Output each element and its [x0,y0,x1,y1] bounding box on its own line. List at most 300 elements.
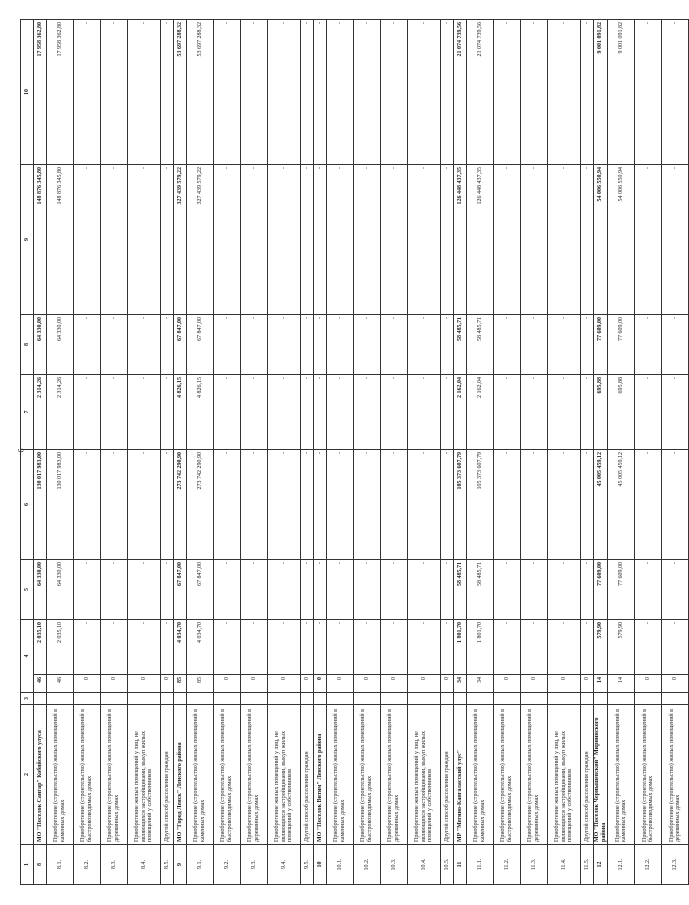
table-cell: 0 [441,675,454,693]
table-cell: 11.5. [581,845,594,885]
table-cell [494,693,521,705]
row-label-cell: Приобретение жилых помещений у лиц, не являющихся застройщиками, выкуп жилых помещений у собственников [128,705,161,845]
table-cell: 58 485,71 [454,560,467,620]
table-cell: - [214,620,241,675]
table-row [161,20,174,885]
table-cell: 9 001 091,82 [608,20,635,165]
table-cell: - [327,165,354,315]
row-label-cell: Приобретение (строительство) жилых помещений в деревянных домах [662,705,689,845]
table-cell: - [521,620,548,675]
table-cell [47,693,74,705]
table-cell: 273 742 290,90 [174,450,187,560]
table-cell: 17 958 362,80 [47,20,74,165]
section-row [174,20,187,885]
table-cell: 85 [187,675,214,693]
table-cell [521,693,548,705]
table-cell: - [381,620,408,675]
table-cell: - [408,315,441,375]
table-cell: - [662,375,689,450]
table-cell [101,693,128,705]
table-cell: - [662,315,689,375]
table-cell: 8.2. [74,845,101,885]
table-cell: 46 [47,675,74,693]
table-cell: - [581,165,594,315]
table-cell: 45 005 459,12 [608,450,635,560]
table-cell: - [214,560,241,620]
row-label-cell: Приобретение (строительство) жилых помещений в быстровозводимых домах [635,705,662,845]
table-cell: 10.4. [408,845,441,885]
table-cell: 148 876 345,80 [47,165,74,315]
table-cell [174,693,187,705]
row-label-cell: Приобретение (строительство) жилых помещений в быстровозводимых домах [354,705,381,845]
table-cell: - [314,375,327,450]
table-cell: 0 [101,675,128,693]
table-row [381,20,408,885]
table-cell: - [74,560,101,620]
row-label-cell: МО "Город Ленск" Ленского района [174,705,187,845]
table-row [635,20,662,885]
header-cell: 4 [21,620,34,693]
header-cell: 5 [21,560,34,620]
table-cell: 77 609,00 [594,315,608,375]
table-cell: 9.3. [241,845,268,885]
table-cell: - [268,375,301,450]
table-cell: 64 330,00 [47,560,74,620]
table-cell: 8.1. [47,845,74,885]
table-cell: - [301,20,314,165]
row-label-cell: Приобретение жилых помещений у лиц, не являющихся застройщиками, выкуп жилых помещений у собственников [548,705,581,845]
table-cell: - [635,315,662,375]
table-cell: - [548,450,581,560]
table-cell [662,693,689,705]
table-cell: 0 [161,675,174,693]
table-cell: 77 609,00 [608,315,635,375]
table-cell: - [327,450,354,560]
table-cell: - [268,315,301,375]
table-cell: - [441,620,454,675]
table-cell: 58 485,71 [467,560,494,620]
table-cell: 14 [594,675,608,693]
table-row [662,20,689,885]
table-row [521,20,548,885]
table-cell: 34 [467,675,494,693]
table-cell: - [662,620,689,675]
row-label-cell: Приобретение (строительство) жилых помещений в деревянных домах [241,705,268,845]
table-cell: - [268,620,301,675]
row-label-cell: Приобретение (строительство) жилых помещений в деревянных домах [521,705,548,845]
table-cell: - [635,375,662,450]
table-cell: 12 [594,845,608,885]
table-cell: - [548,165,581,315]
table-cell: - [314,560,327,620]
table-cell: 54 006 550,94 [594,165,608,315]
table-cell: - [548,315,581,375]
table-cell: - [581,560,594,620]
table-cell: - [354,560,381,620]
table-row [128,20,161,885]
table-cell: - [214,20,241,165]
table-cell: - [314,620,327,675]
table-cell: - [327,560,354,620]
table-cell: - [214,450,241,560]
table-cell: - [581,450,594,560]
table-cell: 0 [581,675,594,693]
table-cell: 2 162,04 [467,375,494,450]
table-cell: 10.3. [381,845,408,885]
section-row [454,20,467,885]
table-cell [301,693,314,705]
table-row [74,20,101,885]
table-cell [128,693,161,705]
table-cell: - [128,620,161,675]
table-cell: 53 697 288,32 [174,20,187,165]
table-row [408,20,441,885]
table-cell: - [241,165,268,315]
table-row [301,20,314,885]
table-cell: 105 373 607,79 [467,450,494,560]
row-label-cell: МО "Поселок Чернышевский" Мирнинского района [594,705,608,845]
table-cell: 0 [241,675,268,693]
table-cell: 21 074 739,56 [467,20,494,165]
resettlement-table [20,19,689,885]
row-label-cell: Приобретение (строительство) жилых помещений в быстровозводимых домах [74,705,101,845]
table-cell: 2 314,26 [47,375,74,450]
table-cell [314,693,327,705]
table-cell: 327 439 579,22 [187,165,214,315]
table-cell: 8.5. [161,845,174,885]
header-cell: 1 [21,845,34,885]
table-cell [441,693,454,705]
table-cell [161,693,174,705]
table-cell: 10 [314,845,327,885]
table-cell [354,693,381,705]
row-label-cell: Приобретение жилых помещений у лиц, не являющихся застройщиками, выкуп жилых помещений у собственников [268,705,301,845]
table-cell: - [581,315,594,375]
table-cell: 8 [34,845,47,885]
table-cell: 11.1. [467,845,494,885]
table-cell: - [214,165,241,315]
table-cell: - [548,20,581,165]
table-cell: 579,90 [594,620,608,675]
table-cell [241,693,268,705]
table-cell: - [441,165,454,315]
table-cell: - [128,20,161,165]
table-cell: - [494,165,521,315]
table-row [441,20,454,885]
header-cell: 7 [21,375,34,450]
table-cell: - [314,20,327,165]
table-cell: - [354,20,381,165]
table-cell: 126 448 437,35 [454,165,467,315]
table-cell [268,693,301,705]
table-cell: - [581,20,594,165]
table-cell: - [381,20,408,165]
table-cell: 64 330,00 [47,315,74,375]
table-cell: - [161,315,174,375]
table-cell: 8.4. [128,845,161,885]
table-cell: 9.5. [301,845,314,885]
page-number: 6 [16,448,26,453]
table-cell: 0 [268,675,301,693]
table-cell: - [301,375,314,450]
table-cell: - [74,165,101,315]
table-cell: 53 697 288,32 [187,20,214,165]
table-cell: 12.3. [662,845,689,885]
table-cell: - [494,20,521,165]
row-label-cell: Другой способ расселения граждан [301,705,314,845]
table-cell: 77 609,00 [594,560,608,620]
table-cell: - [241,375,268,450]
table-cell: 46 [34,675,47,693]
row-label-cell: Приобретение (строительство) жилых помещений в каменных домах [467,705,494,845]
table-cell: - [301,560,314,620]
row-label-cell: Приобретение (строительство) жилых помещений в каменных домах [47,705,74,845]
table-cell: - [161,375,174,450]
table-cell: - [635,620,662,675]
table-cell: - [354,315,381,375]
row-label-cell: Приобретение (строительство) жилых помещений в деревянных домах [101,705,128,845]
table-cell: - [241,315,268,375]
table-cell: 85 [174,675,187,693]
table-cell: 10.5. [441,845,454,885]
table-cell [408,693,441,705]
table-cell: - [494,375,521,450]
table-cell: 2 162,04 [454,375,467,450]
table-cell: 77 609,00 [608,560,635,620]
table-cell: 8.3. [101,845,128,885]
table-cell: - [408,165,441,315]
table-row [214,20,241,885]
table-cell: - [635,20,662,165]
table-cell [187,693,214,705]
table-cell: 0 [327,675,354,693]
table-cell: - [581,375,594,450]
table-cell: - [494,560,521,620]
table-cell: - [354,620,381,675]
table-cell: 0 [74,675,101,693]
table-cell: 4 826,15 [187,375,214,450]
section-row [34,20,47,885]
table-cell: 14 [608,675,635,693]
table-cell [467,693,494,705]
table-cell: 126 448 437,35 [467,165,494,315]
table-cell: 130 017 983,00 [47,450,74,560]
table-cell: - [327,20,354,165]
table-cell: 105 373 607,79 [454,450,467,560]
table-cell: 0 [662,675,689,693]
table-cell: 327 439 579,22 [174,165,187,315]
table-cell: - [74,375,101,450]
table-cell: 0 [635,675,662,693]
table-cell: 130 017 983,00 [34,450,47,560]
table-cell [581,693,594,705]
header-cell: 10 [21,20,34,165]
table-cell: - [662,560,689,620]
row-label-cell: Приобретение (строительство) жилых помещений в быстровозводимых домах [214,705,241,845]
table-cell: - [74,620,101,675]
table-cell: - [521,165,548,315]
table-cell: 64 330,00 [34,560,47,620]
table-cell: - [241,560,268,620]
table-cell: - [101,450,128,560]
table-cell [34,693,47,705]
table-cell: - [301,450,314,560]
table-cell: 21 074 739,56 [454,20,467,165]
table-cell: - [241,620,268,675]
table-cell: - [74,450,101,560]
table-cell: - [301,165,314,315]
table-cell: - [354,450,381,560]
table-cell: 54 006 550,94 [608,165,635,315]
table-cell: - [314,450,327,560]
table-cell: - [381,375,408,450]
row-label-cell: Приобретение (строительство) жилых помещений в каменных домах [608,705,635,845]
table-row [187,20,214,885]
table-cell: - [408,560,441,620]
table-cell: - [161,450,174,560]
table-row [548,20,581,885]
table-cell: - [635,165,662,315]
table-cell: - [101,620,128,675]
table-cell [74,693,101,705]
table-cell: 0 [408,675,441,693]
table-cell: - [301,315,314,375]
table-cell: 67 847,00 [174,315,187,375]
table-cell: - [314,165,327,315]
table-cell: - [128,560,161,620]
row-label-cell: Приобретение (строительство) жилых помещений в быстровозводимых домах [494,705,521,845]
table-cell: - [408,375,441,450]
row-label-cell: МО "Поселок Сангар" Кобяйского улуса [34,705,47,845]
table-cell: - [408,20,441,165]
table-cell: 1 801,70 [467,620,494,675]
table-cell: 12.1. [608,845,635,885]
table-cell: - [301,620,314,675]
table-cell: 9.2. [214,845,241,885]
header-cell: 6 [21,450,34,560]
table-cell: - [241,450,268,560]
table-row [581,20,594,885]
rotated-page [20,20,682,885]
table-cell: - [662,165,689,315]
table-cell: 1 801,70 [454,620,467,675]
table-cell: - [408,450,441,560]
table-cell: 10.2. [354,845,381,885]
table-cell: - [441,20,454,165]
table-cell: 695,88 [608,375,635,450]
table-cell: - [314,315,327,375]
table-body [21,20,689,885]
table-row [327,20,354,885]
table-cell: - [408,620,441,675]
table-cell: - [327,375,354,450]
table-cell: 67 847,00 [174,560,187,620]
header-cell: 8 [21,315,34,375]
table-cell: - [548,560,581,620]
table-cell: - [381,450,408,560]
table-cell: - [548,375,581,450]
table-cell: - [268,165,301,315]
table-cell: - [101,375,128,450]
table-cell: - [327,315,354,375]
table-cell: - [441,450,454,560]
table-cell: 0 [314,675,327,693]
row-label-cell: Приобретение (строительство) жилых помещений в каменных домах [327,705,354,845]
table-cell: 0 [381,675,408,693]
table-cell [548,693,581,705]
table-cell: - [241,20,268,165]
row-label-cell: Приобретение (строительство) жилых помещений в деревянных домах [381,705,408,845]
table-cell: 0 [354,675,381,693]
table-cell: - [101,560,128,620]
row-label-cell: Другой способ расселения граждан [161,705,174,845]
table-cell [594,693,608,705]
table-cell: - [268,560,301,620]
table-cell: 45 005 459,12 [594,450,608,560]
table-cell: - [161,560,174,620]
table-row [494,20,521,885]
table-cell: 67 847,00 [187,315,214,375]
header-cell: 2 [21,705,34,845]
table-cell: 9 001 091,82 [594,20,608,165]
row-label-cell: МР "Мегино-Кангаласский улус" [454,705,467,845]
table-cell: 695,88 [594,375,608,450]
table-cell: 34 [454,675,467,693]
table-cell: - [161,165,174,315]
table-cell [381,693,408,705]
table-cell: 67 847,00 [187,560,214,620]
table-cell: 58 485,71 [454,315,467,375]
table-cell [608,693,635,705]
table-cell: - [494,315,521,375]
table-cell: 0 [521,675,548,693]
table-cell: 0 [214,675,241,693]
table-cell: 9 [174,845,187,885]
section-row [314,20,327,885]
table-cell: - [381,165,408,315]
table-cell: - [214,375,241,450]
table-cell: 10.1. [327,845,354,885]
table-cell: 17 958 362,80 [34,20,47,165]
table-cell: - [268,20,301,165]
table-cell: - [354,165,381,315]
table-cell: 4 034,70 [174,620,187,675]
table-cell: - [268,450,301,560]
table-cell: 11.2. [494,845,521,885]
table-cell: - [128,165,161,315]
table-cell: - [128,450,161,560]
table-cell: 11.3. [521,845,548,885]
table-cell: - [128,315,161,375]
table-row [467,20,494,885]
table-cell [635,693,662,705]
table-row [268,20,301,885]
table-cell [454,693,467,705]
table-cell: 9.4. [268,845,301,885]
table-cell: - [662,450,689,560]
row-label-cell: МО "Поселок Витим" Ленского района [314,705,327,845]
section-row [594,20,608,885]
table-cell: 4 034,70 [187,620,214,675]
table-cell: - [214,315,241,375]
table-cell: - [101,20,128,165]
table-cell: - [581,620,594,675]
table-cell: - [521,560,548,620]
row-label-cell: Приобретение (строительство) жилых помещений в каменных домах [187,705,214,845]
table-cell: - [381,560,408,620]
table-cell: 4 826,15 [174,375,187,450]
table-cell: 0 [548,675,581,693]
